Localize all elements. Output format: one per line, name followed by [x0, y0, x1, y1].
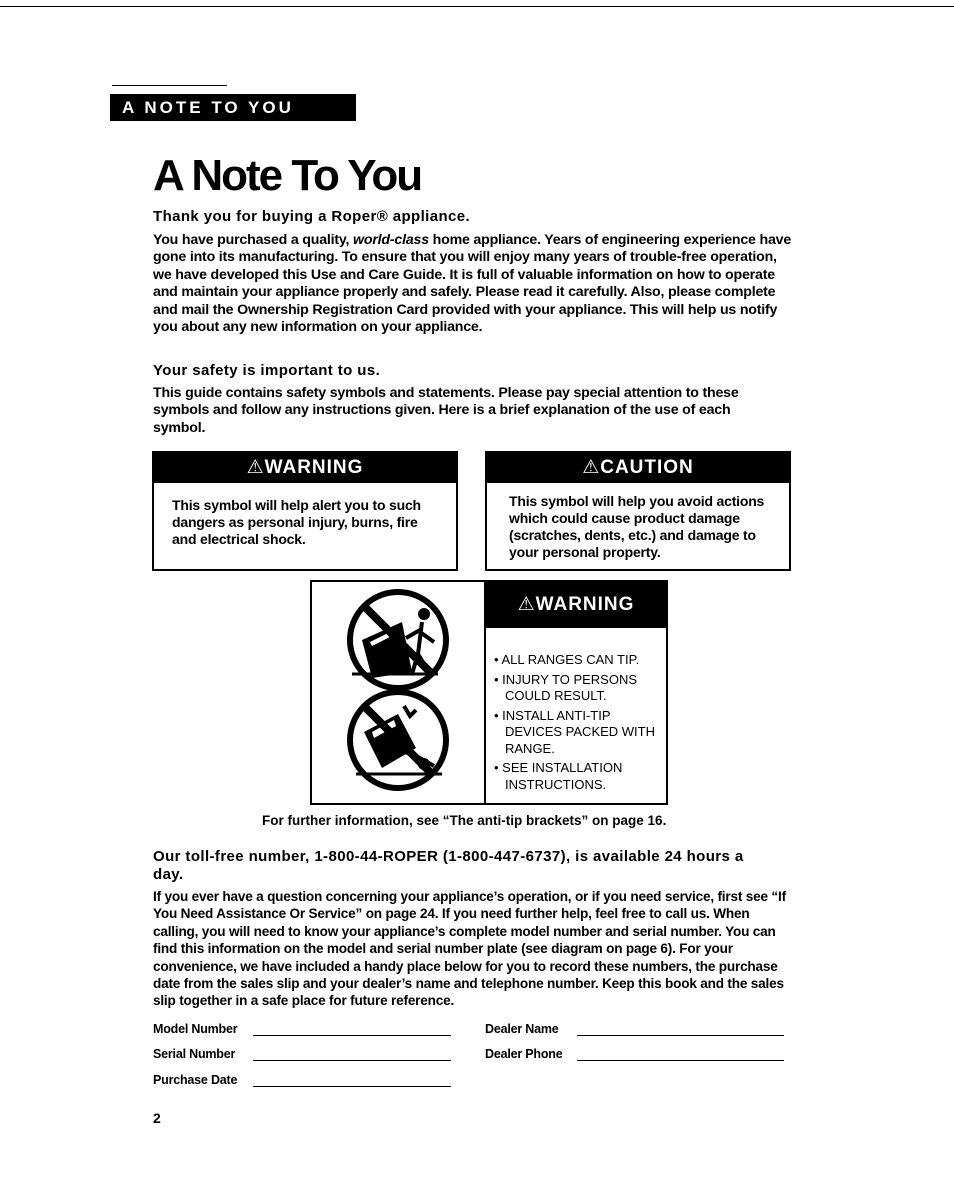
anti-tip-warning-box: [310, 580, 668, 805]
anti-tip-warning-header: [486, 582, 666, 628]
dealer-name-label: Dealer Name: [485, 1022, 559, 1036]
caution-box-title: CAUTION: [600, 457, 694, 478]
purchase-date-field[interactable]: [253, 1086, 451, 1087]
dealer-name-field[interactable]: [577, 1035, 784, 1036]
range-tipping-icon: [350, 592, 446, 688]
anti-tip-warning-triangle-icon: ⚠: [517, 594, 536, 615]
warning-triangle-icon: ⚠: [246, 457, 265, 478]
serial-number-label: Serial Number: [153, 1047, 236, 1061]
caution-symbol-box: [485, 451, 791, 571]
warning-symbol-box: [152, 451, 458, 571]
anti-tip-warning-list: [486, 628, 666, 793]
dealer-phone-field[interactable]: [577, 1060, 784, 1061]
page-title: A Note To You: [153, 151, 422, 200]
intro-heading: Thank you for buying a Roper® appliance.: [153, 208, 471, 225]
anti-tip-footnote: For further information, see “The anti-tip brackets” on page 16.: [262, 813, 667, 828]
intro-paragraph: [153, 232, 793, 336]
caution-triangle-icon: ⚠: [582, 457, 601, 478]
top-rule: [0, 6, 954, 7]
tollfree-heading: Our toll-free number, 1-800-44-ROPER (1-800-447-6737), is available 24 hours a day.: [153, 848, 744, 883]
banner-rule: [112, 85, 227, 86]
safety-paragraph: This guide contains safety symbols and statements. Please pay special attention to these symbols and follow any instructions given. Here is a brief explanation of the use of each symbol.: [153, 385, 739, 436]
caution-box-header: [487, 453, 789, 483]
warning-box-header: [154, 453, 456, 483]
anti-tip-illustration: [312, 582, 486, 803]
warning-box-text: This symbol will help alert you to such dangers as personal injury, burns, fire and electrical shock.: [172, 497, 421, 547]
purchase-date-label: Purchase Date: [153, 1073, 238, 1087]
warning-box-title: WARNING: [264, 457, 364, 478]
anti-tip-item: • INJURY TO PERSONS COULD RESULT.: [494, 672, 660, 705]
intro-text-emphasis: world-class: [353, 232, 429, 248]
page-number: 2: [153, 1110, 161, 1126]
range-tip-illustration: [312, 582, 484, 803]
anti-tip-item: • SEE INSTALLATION INSTRUCTIONS.: [494, 760, 660, 793]
anti-tip-warning-panel: [486, 582, 666, 803]
serial-number-field[interactable]: [253, 1060, 451, 1061]
range-fallen-icon: [350, 692, 446, 788]
tollfree-paragraph: If you ever have a question concerning your appliance’s operation, or if you need service, first see “If You Need Assistance Or Service” on page 24. If you need further help, feel free to call us. When calling, you will need to know your appliance’s complete model number and serial number. You can find this information on the model and serial number plate (see diagram on page 6). For your convenience, we have included a handy place below for you to record these numbers, the purchase date from the sales slip and your dealer’s name and telephone number. Keep this book and the sales slip together in a safe place for future reference.: [153, 889, 786, 1009]
model-number-label: Model Number: [153, 1022, 238, 1036]
caution-box-text: This symbol will help you avoid actions which could cause product damage (scratches, dents, etc.) and damage to your personal property.: [509, 493, 765, 560]
dealer-phone-label: Dealer Phone: [485, 1047, 563, 1061]
model-number-field[interactable]: [253, 1035, 451, 1036]
intro-text-rest: home appliance. Years of engineering experience have gone into its manufacturing. To ensure that you will enjoy many years of trouble-free operation, we have developed this Use and Care Guide. It is full of valuable information on how to operate and maintain your appliance properly and safely. Please read it carefully. Also, please complete and mail the Ownership Registration Card provided with your appliance. This will help us notify you about any new information on your appliance.: [153, 232, 792, 336]
anti-tip-item: • ALL RANGES CAN TIP.: [494, 652, 660, 669]
anti-tip-item: • INSTALL ANTI-TIP DEVICES PACKED WITH RANGE.: [494, 708, 660, 758]
intro-text-start: You have purchased a quality,: [153, 232, 354, 248]
safety-heading: Your safety is important to us.: [153, 362, 381, 379]
anti-tip-warning-title: WARNING: [535, 594, 635, 615]
section-banner: A NOTE TO YOU: [110, 94, 356, 121]
